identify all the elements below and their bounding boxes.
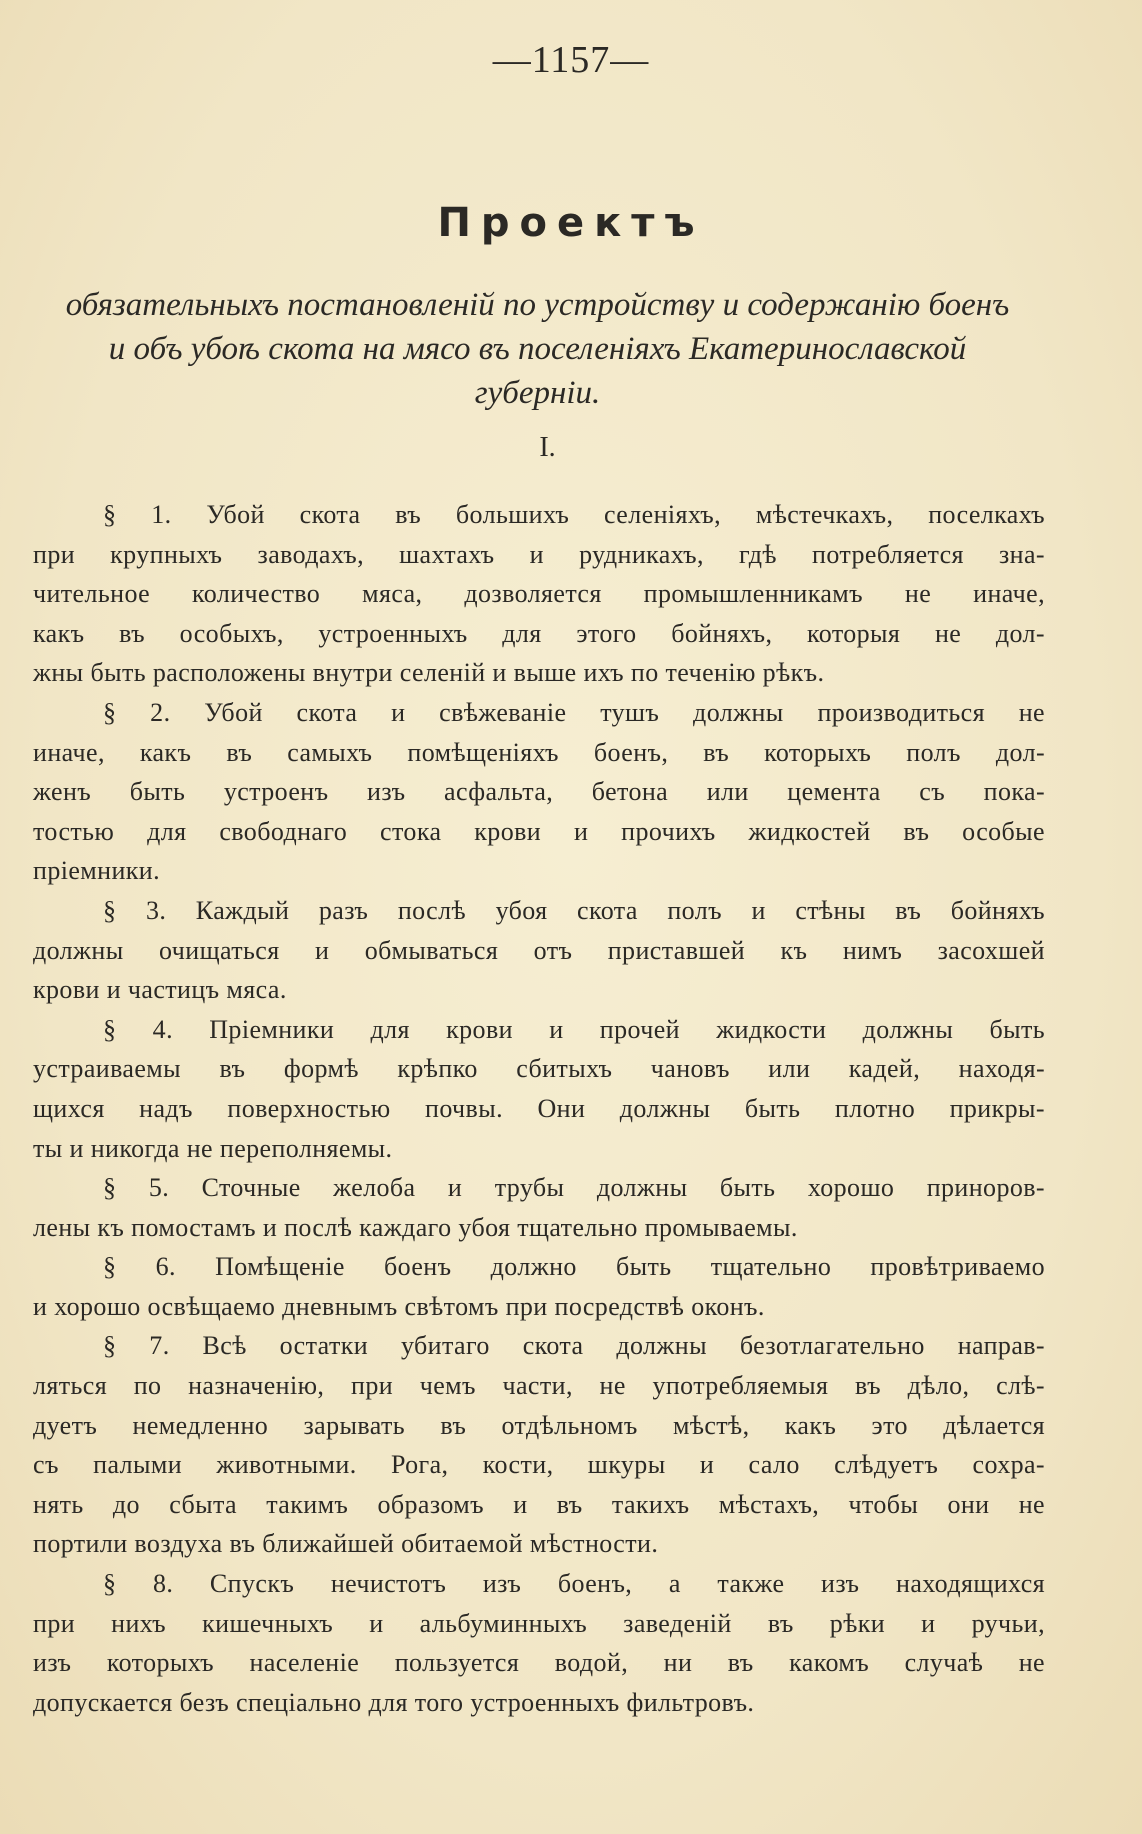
text-line: женъ быть устроенъ изъ асфальта, бетона или цемента съ пока- <box>33 777 1045 807</box>
paragraph-1 <box>33 495 1045 693</box>
text-line: при крупныхъ заводахъ, шахтахъ и рудникахъ, гдѣ потребляется зна- <box>33 539 1045 569</box>
text-line: изъ которыхъ населеніе пользуется водой, ни въ какомъ случаѣ не <box>33 1648 1045 1678</box>
paragraph-4 <box>33 1010 1045 1168</box>
text-line: § 3. Каждый разъ послѣ убоя скота полъ и стѣны въ бойняхъ <box>103 895 1045 925</box>
paragraph-3 <box>33 891 1045 1010</box>
text-line: жны быть расположены внутри селеній и выше ихъ по теченію рѣкъ. <box>33 658 825 688</box>
subtitle-line: обязательныхъ постановленій по устройству и содержанію боенъ <box>65 287 1010 323</box>
paragraph-7 <box>33 1326 1045 1564</box>
paragraph-6 <box>33 1247 1045 1326</box>
text-line: дуетъ немедленно зарывать въ отдѣльномъ мѣстѣ, какъ это дѣлается <box>33 1410 1045 1440</box>
text-line: какъ въ особыхъ, устроенныхъ для этого бойняхъ, которыя не дол- <box>33 618 1045 648</box>
text-line: § 5. Сточные желоба и трубы должны быть хорошо приноров- <box>103 1173 1045 1203</box>
text-line: ты и никогда не переполняемы. <box>33 1133 393 1163</box>
text-line: устраиваемы въ формѣ крѣпко сбитыхъ чановъ или кадей, находя- <box>33 1054 1045 1084</box>
text-line: щихся надъ поверхностью почвы. Они должны быть плотно прикры- <box>33 1093 1045 1123</box>
text-line: § 1. Убой скота въ большихъ селеніяхъ, мѣстечкахъ, поселкахъ <box>103 500 1045 529</box>
text-line: нять до сбыта такимъ образомъ и въ такихъ мѣстахъ, чтобы они не <box>33 1489 1045 1519</box>
text-line: § 8. Спускъ нечистотъ изъ боенъ, а также изъ находящихся <box>103 1569 1045 1599</box>
text-line: при нихъ кишечныхъ и альбуминныхъ заведеній въ рѣки и ручьи, <box>33 1608 1045 1638</box>
text-line: и хорошо освѣщаемо дневнымъ свѣтомъ при посредствѣ оконъ. <box>33 1291 765 1321</box>
paragraph-2 <box>33 693 1045 891</box>
text-line: иначе, какъ въ самыхъ помѣщеніяхъ боенъ, въ которыхъ полъ дол- <box>33 737 1045 767</box>
text-line: портили воздуха въ ближайшей обитаемой мѣстности. <box>33 1529 659 1559</box>
text-line: допускается безъ спеціально для того устроенныхъ фильтровъ. <box>33 1687 755 1717</box>
text-line: пріемники. <box>33 856 161 886</box>
text-line: § 2. Убой скота и свѣжеваніе тушъ должны производиться не <box>103 697 1045 727</box>
subtitle-line: губерніи. <box>474 375 601 411</box>
page-number: —1157— <box>492 39 650 81</box>
paragraph-5 <box>33 1168 1045 1247</box>
text-line: лены къ помостамъ и послѣ каждаго убоя тщательно промываемы. <box>33 1212 798 1242</box>
text-line: крови и частицъ мяса. <box>33 975 287 1005</box>
section-numeral: I. <box>539 432 556 463</box>
text-line: ляться по назначенію, при чемъ части, не употребляемыя въ дѣло, слѣ- <box>33 1371 1045 1401</box>
text-line: чительное количество мяса, дозволяется промышленникамъ не иначе, <box>33 579 1045 609</box>
text-line: тостью для свободнаго стока крови и прочихъ жидкостей въ особые <box>33 816 1045 846</box>
subtitle-line: и объ убоѣ скота на мясо въ поселеніяхъ Екатеринославской <box>108 331 967 367</box>
text-line: § 4. Пріемники для крови и прочей жидкости должны быть <box>103 1014 1045 1044</box>
body-text <box>33 495 1045 1722</box>
text-line: съ палыми животными. Рога, кости, шкуры и сало слѣдуетъ сохра- <box>33 1450 1045 1480</box>
text-line: должны очищаться и обмываться отъ приставшей къ нимъ засохшей <box>33 935 1045 965</box>
paragraph-8 <box>33 1564 1045 1722</box>
text-line: § 7. Всѣ остатки убитаго скота должны безотлагательно направ- <box>103 1331 1045 1361</box>
document-subtitle <box>30 283 1045 415</box>
text-line: § 6. Помѣщеніе боенъ должно быть тщательно провѣтриваемо <box>103 1252 1045 1282</box>
document-title: Проектъ <box>437 200 705 246</box>
